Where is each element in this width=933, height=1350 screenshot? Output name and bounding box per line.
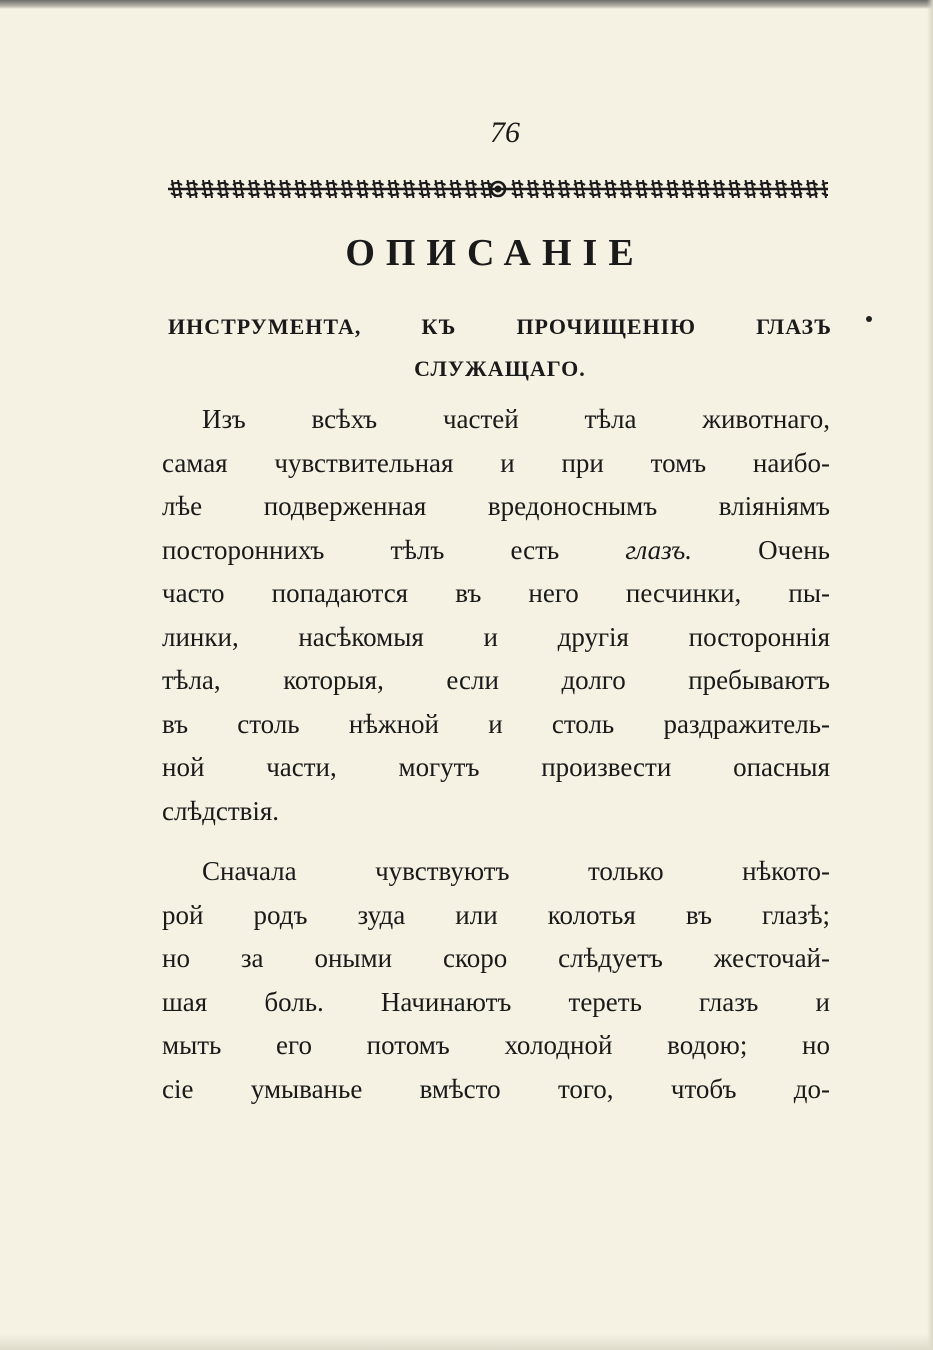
text-line: рой родъ зуда или колотья въ глазѣ; xyxy=(162,899,830,930)
paragraph-2 xyxy=(162,850,830,1111)
paragraph-1 xyxy=(162,398,830,833)
page-subtitle xyxy=(168,306,832,390)
ornament-rosette-center xyxy=(496,187,501,192)
page-number: 76 xyxy=(490,116,520,149)
text-line: слѣдствія. xyxy=(162,795,280,826)
subtitle-line: ИНСТРУМЕНТА, КЪ ПРОЧИЩЕНІЮ ГЛАЗЪ xyxy=(168,314,832,339)
text-line: часто попадаются въ него песчинки, пы- xyxy=(162,578,830,608)
page-top-edge xyxy=(0,0,933,9)
subtitle-line: СЛУЖАЩАГО. xyxy=(414,356,586,381)
decorative-rule-ornament xyxy=(168,176,828,202)
page-bottom-edge xyxy=(0,1334,933,1350)
text-line: ной части, могутъ произвести опасныя xyxy=(162,752,830,782)
text-line: линки, насѣкомыя и другія постороннія xyxy=(162,621,830,652)
page-title: ОПИСАНІЕ xyxy=(345,232,645,274)
page-right-edge xyxy=(927,0,933,1350)
text-line: самая чувствительная и при томъ наибо- xyxy=(162,447,830,478)
text-segment: постороннихъ тѣлъ есть xyxy=(162,534,626,565)
italic-word: глазъ. xyxy=(625,534,693,565)
ink-dot-mark xyxy=(866,316,872,322)
text-line: лѣе подверженная вредоноснымъ вліяніямъ xyxy=(162,491,830,521)
text-line: въ столь нѣжной и столь раздражитель- xyxy=(162,708,830,739)
text-line: шая боль. Начинаютъ тереть глазъ и xyxy=(162,986,830,1017)
text-line: но за оными скоро слѣдуетъ жесточай- xyxy=(162,943,830,973)
text-segment: Очень xyxy=(692,534,830,565)
text-line: мыть его потомъ холодной водою; но xyxy=(162,1030,830,1060)
text-line: сіе умыванье вмѣсто того, чтобъ до- xyxy=(162,1073,830,1104)
text-line: Сначала чувствуютъ только нѣкото- xyxy=(202,856,830,886)
text-line xyxy=(162,529,830,573)
text-line: Изъ всѣхъ частей тѣла животнаго, xyxy=(202,404,830,434)
text-line: тѣла, которыя, если долго пребываютъ xyxy=(162,665,830,695)
